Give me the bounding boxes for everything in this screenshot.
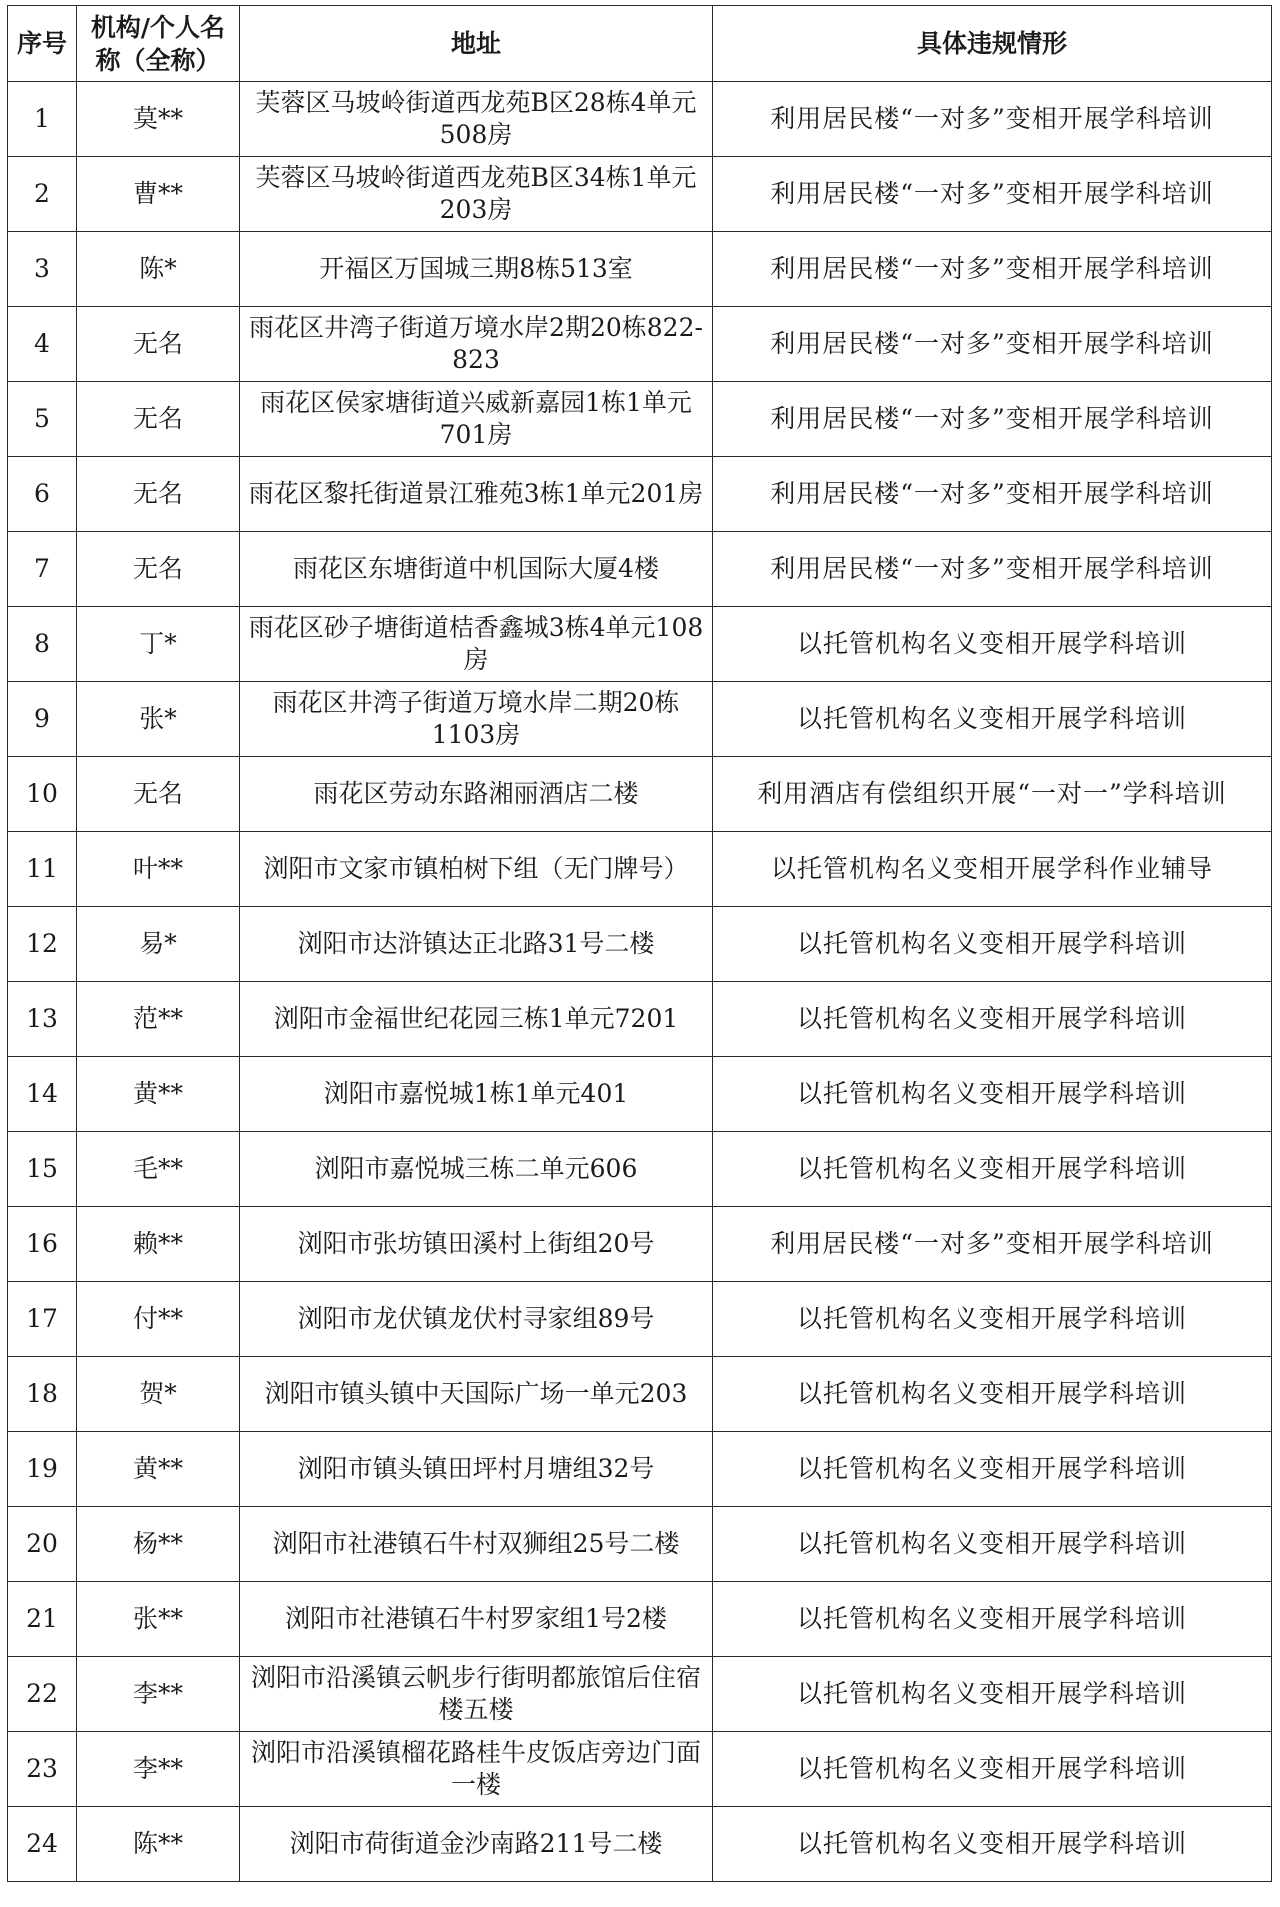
cell-name: 范**	[77, 982, 240, 1057]
table-row	[8, 1282, 1272, 1357]
cell-address: 浏阳市镇头镇田坪村月塘组32号	[240, 1432, 713, 1507]
cell-seq: 10	[8, 757, 77, 832]
cell-name: 黄**	[77, 1057, 240, 1132]
cell-violation: 以托管机构名义变相开展学科培训	[713, 1507, 1272, 1582]
table-row	[8, 832, 1272, 907]
cell-violation: 以托管机构名义变相开展学科培训	[713, 1357, 1272, 1432]
cell-address: 雨花区砂子塘街道桔香鑫城3栋4单元108房	[240, 607, 713, 682]
cell-name: 张**	[77, 1582, 240, 1657]
cell-name: 叶**	[77, 832, 240, 907]
cell-seq: 1	[8, 82, 77, 157]
table-row	[8, 532, 1272, 607]
cell-name: 曹**	[77, 157, 240, 232]
cell-seq: 4	[8, 307, 77, 382]
cell-seq: 20	[8, 1507, 77, 1582]
cell-seq: 24	[8, 1807, 77, 1882]
cell-address: 雨花区侯家塘街道兴威新嘉园1栋1单元701房	[240, 382, 713, 457]
cell-address: 浏阳市达浒镇达正北路31号二楼	[240, 907, 713, 982]
cell-address: 浏阳市嘉悦城三栋二单元606	[240, 1132, 713, 1207]
cell-name: 赖**	[77, 1207, 240, 1282]
cell-address: 浏阳市嘉悦城1栋1单元401	[240, 1057, 713, 1132]
cell-name: 陈*	[77, 232, 240, 307]
cell-address: 浏阳市龙伏镇龙伏村寻家组89号	[240, 1282, 713, 1357]
cell-address: 雨花区劳动东路湘丽酒店二楼	[240, 757, 713, 832]
table-row	[8, 157, 1272, 232]
cell-seq: 3	[8, 232, 77, 307]
table-row	[8, 1207, 1272, 1282]
cell-violation: 利用居民楼“一对多”变相开展学科培训	[713, 157, 1272, 232]
cell-violation: 以托管机构名义变相开展学科培训	[713, 1807, 1272, 1882]
cell-name: 毛**	[77, 1132, 240, 1207]
cell-seq: 6	[8, 457, 77, 532]
cell-name: 易*	[77, 907, 240, 982]
cell-seq: 9	[8, 682, 77, 757]
cell-violation: 以托管机构名义变相开展学科培训	[713, 682, 1272, 757]
cell-address: 雨花区井湾子街道万境水岸二期20栋1103房	[240, 682, 713, 757]
table-row	[8, 232, 1272, 307]
table-row	[8, 682, 1272, 757]
cell-violation: 利用居民楼“一对多”变相开展学科培训	[713, 82, 1272, 157]
cell-violation: 以托管机构名义变相开展学科培训	[713, 1582, 1272, 1657]
cell-violation: 以托管机构名义变相开展学科培训	[713, 1657, 1272, 1732]
cell-seq: 15	[8, 1132, 77, 1207]
table-row	[8, 1432, 1272, 1507]
cell-seq: 2	[8, 157, 77, 232]
table-row	[8, 1132, 1272, 1207]
cell-address: 开福区万国城三期8栋513室	[240, 232, 713, 307]
table-row	[8, 457, 1272, 532]
cell-seq: 13	[8, 982, 77, 1057]
cell-address: 浏阳市荷街道金沙南路211号二楼	[240, 1807, 713, 1882]
cell-violation: 以托管机构名义变相开展学科培训	[713, 1057, 1272, 1132]
cell-seq: 8	[8, 607, 77, 682]
table-row	[8, 1807, 1272, 1882]
cell-address: 雨花区井湾子街道万境水岸2期20栋822-823	[240, 307, 713, 382]
cell-address: 芙蓉区马坡岭街道西龙苑B区34栋1单元203房	[240, 157, 713, 232]
header-seq: 序号	[8, 6, 77, 82]
cell-violation: 利用居民楼“一对多”变相开展学科培训	[713, 457, 1272, 532]
cell-address: 浏阳市文家市镇柏树下组（无门牌号）	[240, 832, 713, 907]
cell-name: 陈**	[77, 1807, 240, 1882]
cell-address: 雨花区黎托街道景江雅苑3栋1单元201房	[240, 457, 713, 532]
cell-name: 杨**	[77, 1507, 240, 1582]
cell-seq: 12	[8, 907, 77, 982]
cell-seq: 14	[8, 1057, 77, 1132]
cell-violation: 利用居民楼“一对多”变相开展学科培训	[713, 232, 1272, 307]
violations-table	[7, 5, 1272, 1882]
table-row	[8, 382, 1272, 457]
cell-name: 张*	[77, 682, 240, 757]
cell-name: 付**	[77, 1282, 240, 1357]
cell-seq: 23	[8, 1732, 77, 1807]
header-address: 地址	[240, 6, 713, 82]
table-row	[8, 1057, 1272, 1132]
cell-name: 无名	[77, 532, 240, 607]
table-row	[8, 757, 1272, 832]
cell-name: 莫**	[77, 82, 240, 157]
cell-name: 李**	[77, 1657, 240, 1732]
header-name: 机构/个人名称（全称）	[77, 6, 240, 82]
cell-address: 浏阳市社港镇石牛村双狮组25号二楼	[240, 1507, 713, 1582]
cell-seq: 17	[8, 1282, 77, 1357]
table-row	[8, 307, 1272, 382]
cell-address: 浏阳市社港镇石牛村罗家组1号2楼	[240, 1582, 713, 1657]
cell-violation: 利用居民楼“一对多”变相开展学科培训	[713, 1207, 1272, 1282]
cell-name: 李**	[77, 1732, 240, 1807]
cell-seq: 18	[8, 1357, 77, 1432]
cell-violation: 以托管机构名义变相开展学科作业辅导	[713, 832, 1272, 907]
cell-name: 无名	[77, 382, 240, 457]
cell-violation: 以托管机构名义变相开展学科培训	[713, 1432, 1272, 1507]
cell-address: 雨花区东塘街道中机国际大厦4楼	[240, 532, 713, 607]
cell-name: 黄**	[77, 1432, 240, 1507]
cell-address: 芙蓉区马坡岭街道西龙苑B区28栋4单元508房	[240, 82, 713, 157]
cell-violation: 以托管机构名义变相开展学科培训	[713, 982, 1272, 1057]
cell-violation: 利用居民楼“一对多”变相开展学科培训	[713, 307, 1272, 382]
cell-violation: 以托管机构名义变相开展学科培训	[713, 1732, 1272, 1807]
cell-violation: 利用酒店有偿组织开展“一对一”学科培训	[713, 757, 1272, 832]
header-row	[8, 6, 1272, 82]
cell-name: 贺*	[77, 1357, 240, 1432]
cell-name: 无名	[77, 757, 240, 832]
cell-violation: 以托管机构名义变相开展学科培训	[713, 907, 1272, 982]
cell-address: 浏阳市沿溪镇榴花路桂牛皮饭店旁边门面一楼	[240, 1732, 713, 1807]
cell-seq: 11	[8, 832, 77, 907]
cell-seq: 22	[8, 1657, 77, 1732]
table-row	[8, 1507, 1272, 1582]
cell-seq: 7	[8, 532, 77, 607]
table-row	[8, 1582, 1272, 1657]
table-row	[8, 82, 1272, 157]
cell-address: 浏阳市沿溪镇云帆步行街明都旅馆后住宿楼五楼	[240, 1657, 713, 1732]
cell-violation: 以托管机构名义变相开展学科培训	[713, 1132, 1272, 1207]
cell-name: 丁*	[77, 607, 240, 682]
cell-address: 浏阳市镇头镇中天国际广场一单元203	[240, 1357, 713, 1432]
table-row	[8, 982, 1272, 1057]
cell-seq: 5	[8, 382, 77, 457]
cell-seq: 16	[8, 1207, 77, 1282]
table-row	[8, 1657, 1272, 1732]
cell-violation: 以托管机构名义变相开展学科培训	[713, 607, 1272, 682]
cell-name: 无名	[77, 457, 240, 532]
header-violation: 具体违规情形	[713, 6, 1272, 82]
table-row	[8, 907, 1272, 982]
cell-violation: 以托管机构名义变相开展学科培训	[713, 1282, 1272, 1357]
table-body	[8, 82, 1272, 1882]
cell-seq: 19	[8, 1432, 77, 1507]
cell-address: 浏阳市张坊镇田溪村上街组20号	[240, 1207, 713, 1282]
cell-violation: 利用居民楼“一对多”变相开展学科培训	[713, 382, 1272, 457]
table-row	[8, 1357, 1272, 1432]
table-row	[8, 607, 1272, 682]
cell-seq: 21	[8, 1582, 77, 1657]
cell-address: 浏阳市金福世纪花园三栋1单元7201	[240, 982, 713, 1057]
cell-name: 无名	[77, 307, 240, 382]
cell-violation: 利用居民楼“一对多”变相开展学科培训	[713, 532, 1272, 607]
table-row	[8, 1732, 1272, 1807]
